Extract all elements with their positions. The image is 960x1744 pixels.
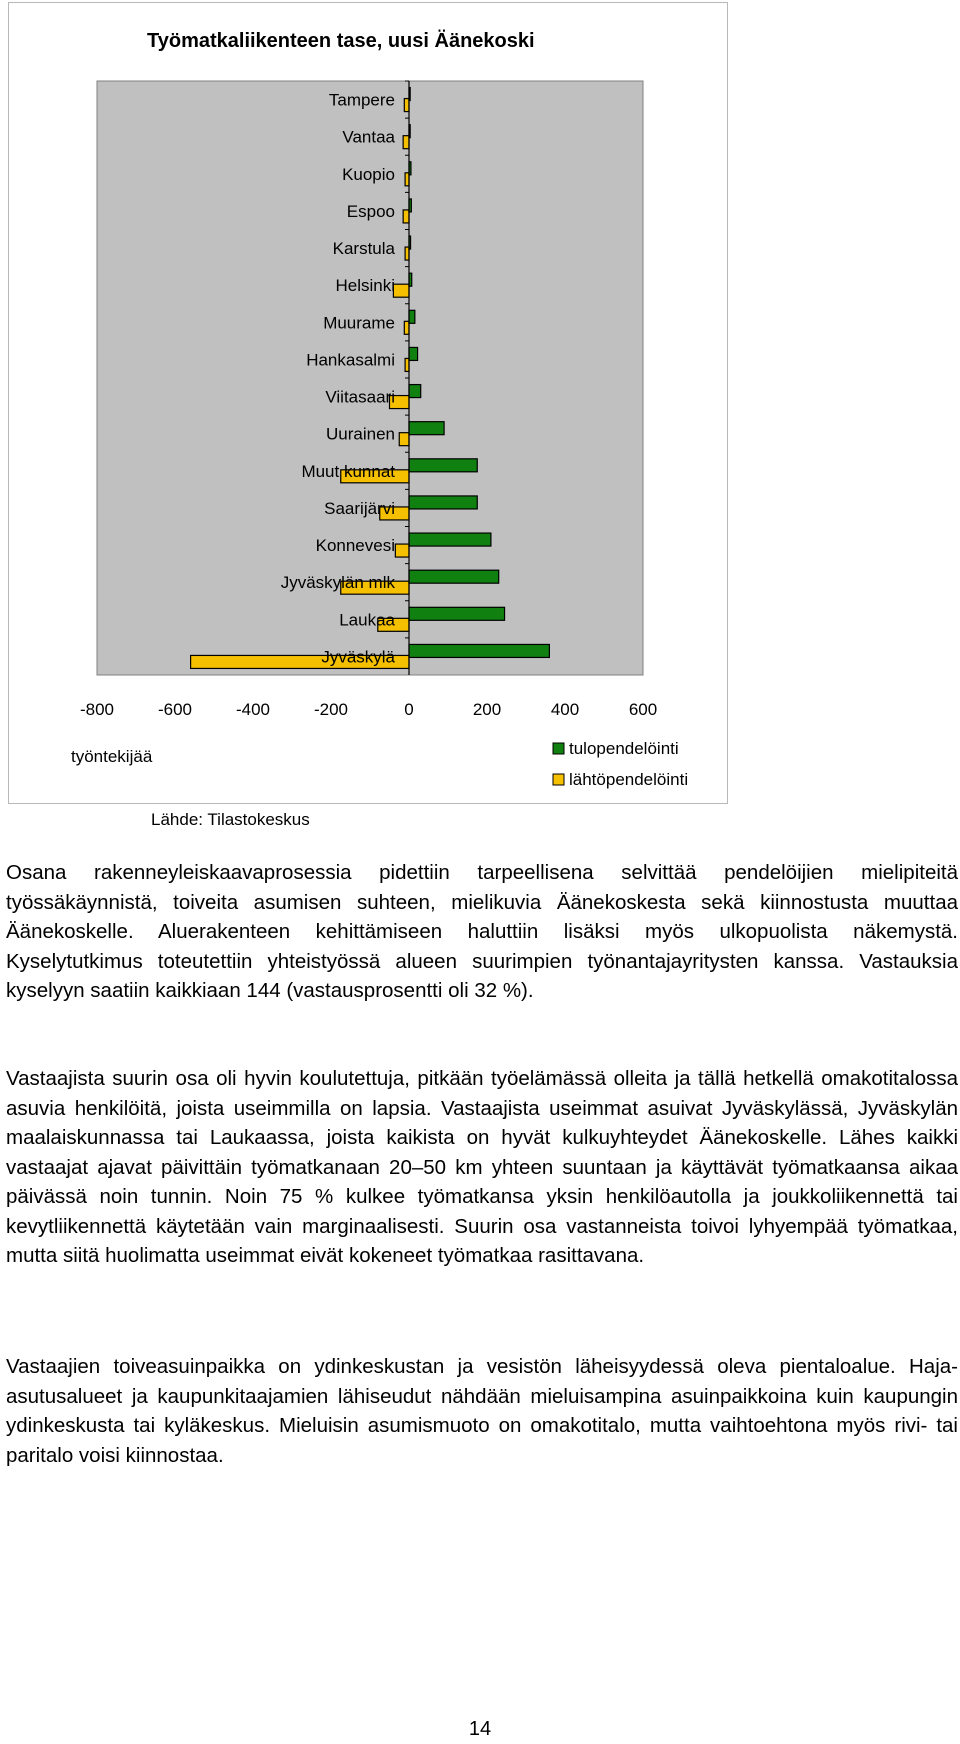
bar-tulopendelointi-9 xyxy=(409,422,444,435)
chart-legend xyxy=(553,739,688,789)
legend-swatch-lahtopendelointi xyxy=(553,774,564,785)
x-tick-label: 200 xyxy=(472,700,502,719)
category-label: Konnevesi xyxy=(315,536,395,556)
bar-lahtopendelointi-1 xyxy=(403,136,409,149)
bar-tulopendelointi-15 xyxy=(409,644,549,657)
legend-label-tulopendelointi: tulopendelöinti xyxy=(569,739,679,758)
category-label: Helsinki xyxy=(335,276,395,296)
bar-lahtopendelointi-5 xyxy=(393,284,409,297)
x-tick-label: 0 xyxy=(404,700,414,719)
bar-tulopendelointi-12 xyxy=(409,533,491,546)
x-tick-label: 600 xyxy=(628,700,658,719)
chart-source: Lähde: Tilastokeskus xyxy=(151,810,310,829)
x-tick-label: -200 xyxy=(313,700,349,719)
bar-tulopendelointi-6 xyxy=(409,310,415,323)
bar-tulopendelointi-13 xyxy=(409,570,499,583)
bar-tulopendelointi-10 xyxy=(409,459,477,472)
x-tick-label: -400 xyxy=(235,700,271,719)
bar-tulopendelointi-8 xyxy=(409,385,421,398)
paragraph-3: Vastaajien toiveasuinpaikka on ydinkeskustan ja vesistön läheisyydessä oleva pientaloalue. Haja-asutusalueet ja kaupunkitaajamien lähiseudut nähdään mieluisampina asuinpaikkoina kuin kaupungin ydinkeskusta tai kyläkeskus. Mieluisin asumismuoto on omakotitalo, mutta vaihtoehtona myös rivi- tai paritalo voisi kiinnostaa. xyxy=(6,1355,958,1467)
category-label: Uurainen xyxy=(326,424,395,444)
legend-swatch-tulopendelointi xyxy=(553,743,564,754)
x-axis-label: työntekijää xyxy=(71,747,153,766)
chart-container xyxy=(8,2,728,804)
category-label: Muurame xyxy=(323,313,395,333)
category-label: Hankasalmi xyxy=(306,350,395,370)
paragraph-1: Osana rakenneyleiskaavaprosessia pidettiin tarpeellisena selvittää pendelöijien mielipiteitä työssäkäynnistä, toiveita asumisen suhteen, mielikuvia Äänekoskesta sekä kiinnostusta muuttaa Äänekoskelle. Aluerakenteen kehittämiseen haluttiin lisäksi myös ulkopuolista näkemystä. Kyselytutkimus toteutettiin yhteistyössä alueen suurimpien työnantajayritysten kanssa. Vastauksia kyselyyn saatiin kaikkiaan 144 (vastausprosentti oli 32 %). xyxy=(6,861,958,1002)
bar-lahtopendelointi-12 xyxy=(395,544,409,557)
category-label: Jyväskylän mlk xyxy=(280,573,395,593)
category-label: Saarijärvi xyxy=(324,498,395,518)
category-label: Jyväskylä xyxy=(321,647,395,667)
category-label: Muut kunnat xyxy=(301,461,395,481)
category-label: Viitasaari xyxy=(325,387,395,407)
bar-lahtopendelointi-6 xyxy=(404,321,409,334)
x-tick-label: -600 xyxy=(157,700,193,719)
bar-chart xyxy=(9,3,727,803)
category-label: Karstula xyxy=(332,239,395,259)
category-label: Espoo xyxy=(346,201,395,221)
x-tick-label: -800 xyxy=(79,700,115,719)
bar-tulopendelointi-11 xyxy=(409,496,477,509)
page-number: 14 xyxy=(468,1718,492,1740)
category-label: Laukaa xyxy=(339,610,395,630)
bar-lahtopendelointi-3 xyxy=(403,210,409,223)
bar-lahtopendelointi-9 xyxy=(399,433,409,446)
category-label: Tampere xyxy=(328,90,395,110)
paragraph-2: Vastaajista suurin osa oli hyvin koulutettuja, pitkään työelämässä olleita ja tällä hetkellä omakotitalossa asuvia henkilöitä, joista useimmilla on lapsia. Vastaajista useimmat asuivat Jyväskylässä, Jyväskylän maalaiskunnassa tai Laukaassa, joista kaikista on hyvät kulkuyhteydet Äänekoskelle. Lähes kaikki vastaajat ajavat päivittäin työmatkanaan 20–50 km yhteen suuntaan ja käyttävät työmatkaansa aikaa päivässä noin tunnin. Noin 75 % kulkee työmatkansa yksin henkilöautolla ja joukkoliikennettä tai kevytliikennettä käytetään vain marginaalisesti. Suurin osa vastanneista toivoi lyhyempää työmatkaa, mutta siitä huolimatta useimmat eivät kokeneet työmatkaa rasittavana. xyxy=(6,1067,958,1267)
bar-lahtopendelointi-0 xyxy=(404,99,409,112)
chart-title: Työmatkaliikenteen tase, uusi Äänekoski xyxy=(147,30,535,52)
category-label: Kuopio xyxy=(342,164,395,184)
bar-tulopendelointi-14 xyxy=(409,607,505,620)
legend-label-lahtopendelointi: lähtöpendelöinti xyxy=(569,770,689,789)
category-label: Vantaa xyxy=(342,127,395,147)
bar-tulopendelointi-7 xyxy=(409,347,418,360)
x-tick-label: 400 xyxy=(550,700,580,719)
